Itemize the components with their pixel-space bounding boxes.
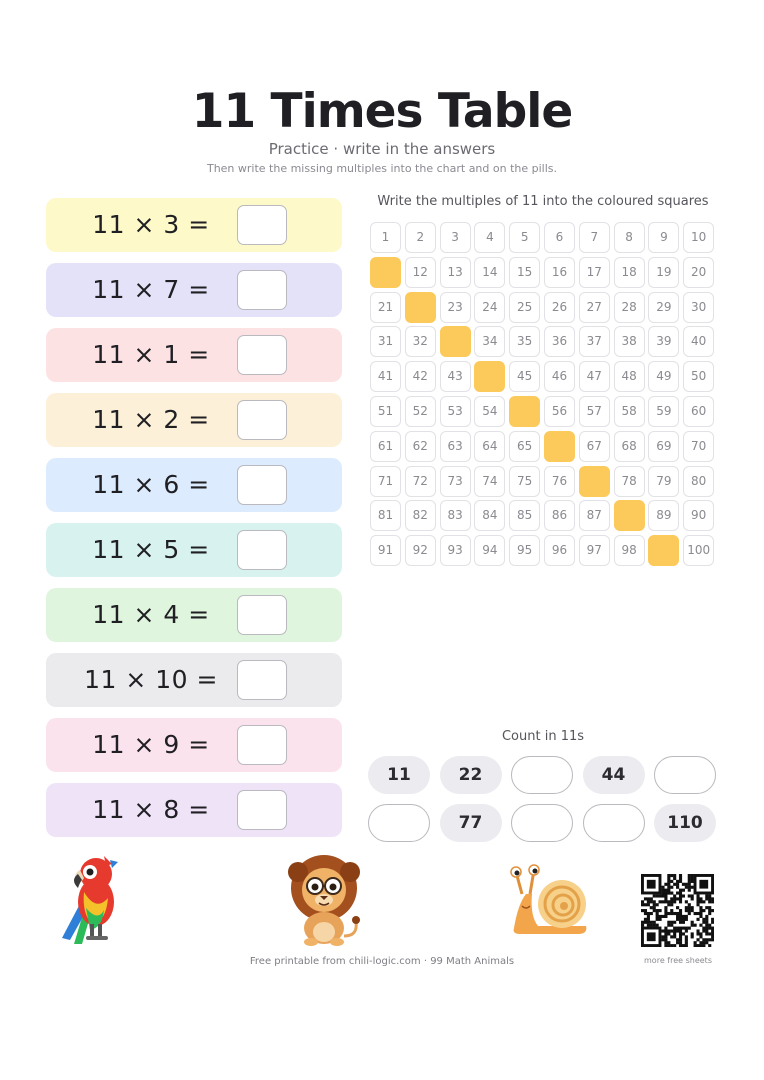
answer-box[interactable]	[237, 335, 287, 375]
chart-cell: 58	[614, 396, 645, 427]
equation-label: 11 × 9 =	[92, 730, 210, 759]
practice-row	[46, 523, 342, 577]
chart-cell: 63	[440, 431, 471, 462]
equation-label: 11 × 6 =	[92, 470, 210, 499]
hundred-chart	[370, 222, 716, 568]
answer-box[interactable]	[237, 270, 287, 310]
chart-cell: 14	[474, 257, 505, 288]
chart-cell: 74	[474, 466, 505, 497]
chart-cell: 19	[648, 257, 679, 288]
chart-cell: 43	[440, 361, 471, 392]
highlighted-cell[interactable]	[579, 466, 610, 497]
chart-cell: 10	[683, 222, 714, 253]
count-pill: 22	[440, 756, 502, 794]
practice-row	[46, 458, 342, 512]
highlighted-cell[interactable]	[405, 292, 436, 323]
chart-cell: 86	[544, 500, 575, 531]
chart-cell: 64	[474, 431, 505, 462]
count-title: Count in 11s	[501, 729, 585, 744]
chart-cell: 78	[614, 466, 645, 497]
chart-cell: 12	[405, 257, 436, 288]
practice-row	[46, 718, 342, 772]
equation-label: 11 × 2 =	[92, 405, 210, 434]
chart-cell: 7	[579, 222, 610, 253]
chart-cell: 45	[509, 361, 540, 392]
chart-cell: 25	[509, 292, 540, 323]
chart-cell: 40	[683, 326, 714, 357]
chart-cell: 73	[440, 466, 471, 497]
chart-cell: 54	[474, 396, 505, 427]
chart-cell: 23	[440, 292, 471, 323]
chart-cell: 82	[405, 500, 436, 531]
chart-cell: 5	[509, 222, 540, 253]
qr-caption: more free sheets	[644, 956, 712, 965]
chart-cell: 81	[370, 500, 401, 531]
equation-label: 11 × 7 =	[92, 275, 210, 304]
practice-row	[46, 783, 342, 837]
lion-illustration	[284, 852, 364, 948]
parrot-illustration	[52, 852, 132, 952]
chart-cell: 69	[648, 431, 679, 462]
page-title: 11 Times Table	[191, 84, 573, 139]
count-pill: 77	[440, 804, 502, 842]
chart-cell: 68	[614, 431, 645, 462]
chart-cell: 92	[405, 535, 436, 566]
chart-cell: 6	[544, 222, 575, 253]
answer-box[interactable]	[237, 725, 287, 765]
chart-cell: 83	[440, 500, 471, 531]
chart-cell: 36	[544, 326, 575, 357]
chart-cell: 8	[614, 222, 645, 253]
chart-cell: 62	[405, 431, 436, 462]
equation-label: 11 × 5 =	[92, 535, 210, 564]
chart-cell: 2	[405, 222, 436, 253]
grid-caption: Write the multiples of 11 into the coloured squares	[377, 194, 709, 209]
chart-cell: 84	[474, 500, 505, 531]
practice-row	[46, 263, 342, 317]
chart-cell: 91	[370, 535, 401, 566]
chart-cell: 80	[683, 466, 714, 497]
chart-cell: 28	[614, 292, 645, 323]
footer-credit: Free printable from chili-logic.com · 99 Math Animals	[249, 956, 515, 967]
chart-cell: 51	[370, 396, 401, 427]
count-pill-blank[interactable]	[654, 756, 716, 794]
chart-cell: 90	[683, 500, 714, 531]
highlighted-cell[interactable]	[440, 326, 471, 357]
chart-cell: 34	[474, 326, 505, 357]
highlighted-cell[interactable]	[544, 431, 575, 462]
answer-box[interactable]	[237, 465, 287, 505]
chart-cell: 32	[405, 326, 436, 357]
chart-cell: 48	[614, 361, 645, 392]
chart-cell: 47	[579, 361, 610, 392]
snail-illustration	[508, 864, 592, 938]
chart-cell: 79	[648, 466, 679, 497]
chart-cell: 27	[579, 292, 610, 323]
chart-cell: 100	[683, 535, 714, 566]
highlighted-cell[interactable]	[370, 257, 401, 288]
chart-cell: 75	[509, 466, 540, 497]
practice-row	[46, 653, 342, 707]
chart-cell: 17	[579, 257, 610, 288]
count-pill: 44	[583, 756, 645, 794]
chart-cell: 31	[370, 326, 401, 357]
chart-cell: 93	[440, 535, 471, 566]
highlighted-cell[interactable]	[648, 535, 679, 566]
equation-label: 11 × 4 =	[92, 600, 210, 629]
chart-cell: 21	[370, 292, 401, 323]
count-pills	[368, 756, 718, 844]
chart-cell: 13	[440, 257, 471, 288]
practice-row	[46, 328, 342, 382]
count-pill-blank[interactable]	[511, 804, 573, 842]
chart-cell: 97	[579, 535, 610, 566]
chart-cell: 20	[683, 257, 714, 288]
highlighted-cell[interactable]	[474, 361, 505, 392]
count-pill-blank[interactable]	[368, 804, 430, 842]
chart-cell: 38	[614, 326, 645, 357]
chart-cell: 98	[614, 535, 645, 566]
chart-cell: 3	[440, 222, 471, 253]
answer-box[interactable]	[237, 400, 287, 440]
chart-cell: 15	[509, 257, 540, 288]
page-subtitle: Practice · write in the answers	[268, 140, 496, 158]
chart-cell: 24	[474, 292, 505, 323]
chart-cell: 85	[509, 500, 540, 531]
chart-cell: 89	[648, 500, 679, 531]
qr-code[interactable]	[641, 874, 714, 947]
highlighted-cell[interactable]	[509, 396, 540, 427]
chart-cell: 39	[648, 326, 679, 357]
chart-cell: 1	[370, 222, 401, 253]
chart-cell: 61	[370, 431, 401, 462]
instructions-text: Then write the missing multiples into the chart and on the pills.	[206, 162, 558, 175]
chart-cell: 60	[683, 396, 714, 427]
equation-label: 11 × 1 =	[92, 340, 210, 369]
count-pill: 110	[654, 804, 716, 842]
equation-label: 11 × 10 =	[84, 665, 218, 694]
chart-cell: 53	[440, 396, 471, 427]
practice-row	[46, 588, 342, 642]
chart-cell: 59	[648, 396, 679, 427]
count-pill-blank[interactable]	[583, 804, 645, 842]
answer-box[interactable]	[237, 205, 287, 245]
equation-label: 11 × 3 =	[92, 210, 210, 239]
chart-cell: 65	[509, 431, 540, 462]
chart-cell: 57	[579, 396, 610, 427]
chart-cell: 49	[648, 361, 679, 392]
chart-cell: 4	[474, 222, 505, 253]
chart-cell: 46	[544, 361, 575, 392]
chart-cell: 56	[544, 396, 575, 427]
answer-box[interactable]	[237, 790, 287, 830]
practice-row	[46, 393, 342, 447]
chart-cell: 26	[544, 292, 575, 323]
answer-box[interactable]	[237, 530, 287, 570]
chart-cell: 95	[509, 535, 540, 566]
equation-label: 11 × 8 =	[92, 795, 210, 824]
answer-box[interactable]	[237, 660, 287, 700]
chart-cell: 96	[544, 535, 575, 566]
chart-cell: 76	[544, 466, 575, 497]
practice-row	[46, 198, 342, 252]
chart-cell: 18	[614, 257, 645, 288]
count-pill-blank[interactable]	[511, 756, 573, 794]
chart-cell: 87	[579, 500, 610, 531]
chart-cell: 71	[370, 466, 401, 497]
chart-cell: 94	[474, 535, 505, 566]
chart-cell: 35	[509, 326, 540, 357]
chart-cell: 29	[648, 292, 679, 323]
chart-cell: 72	[405, 466, 436, 497]
chart-cell: 42	[405, 361, 436, 392]
chart-cell: 70	[683, 431, 714, 462]
count-pill: 11	[368, 756, 430, 794]
chart-cell: 30	[683, 292, 714, 323]
chart-cell: 9	[648, 222, 679, 253]
highlighted-cell[interactable]	[614, 500, 645, 531]
answer-box[interactable]	[237, 595, 287, 635]
chart-cell: 52	[405, 396, 436, 427]
chart-cell: 50	[683, 361, 714, 392]
chart-cell: 37	[579, 326, 610, 357]
chart-cell: 67	[579, 431, 610, 462]
chart-cell: 41	[370, 361, 401, 392]
chart-cell: 16	[544, 257, 575, 288]
